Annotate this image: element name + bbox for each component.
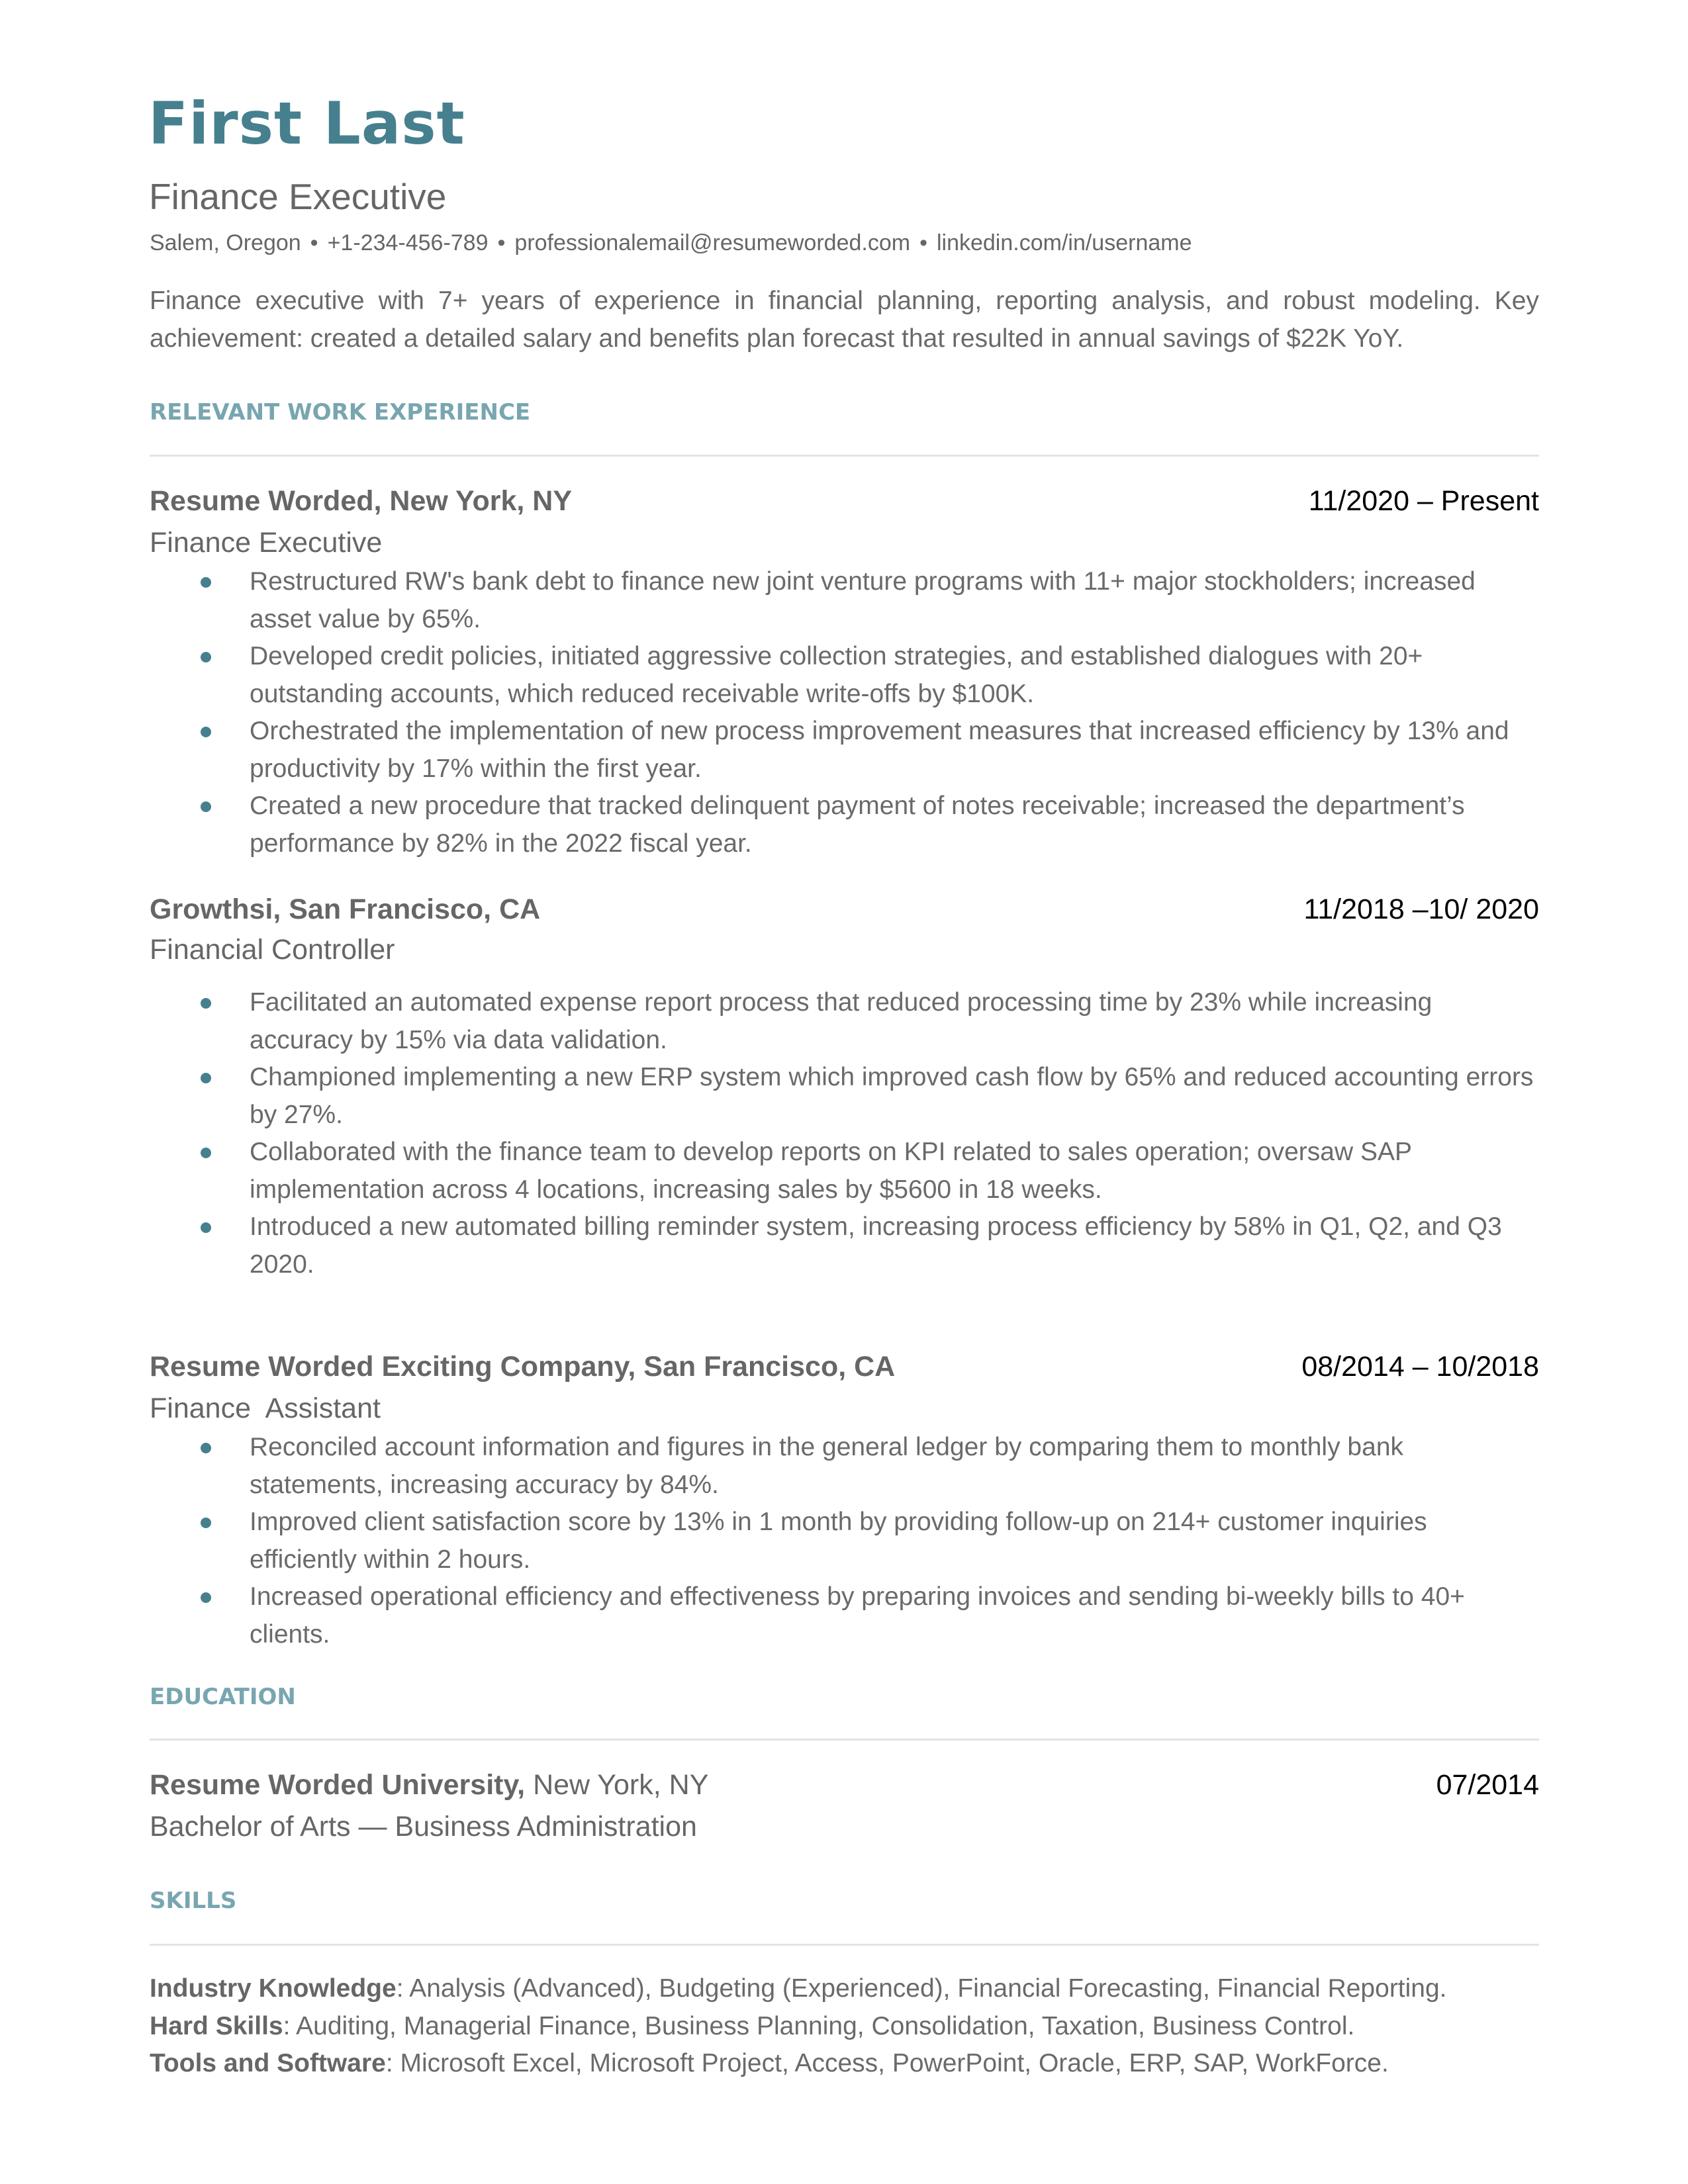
job-dates: 11/2020 – Present: [1308, 485, 1539, 517]
job-company: Resume Worded Exciting Company, San Francisco, CA: [150, 1351, 896, 1383]
candidate-title: Finance Executive: [149, 176, 447, 217]
job-header: [150, 1347, 1539, 1387]
skills-line: [150, 2008, 1539, 2046]
job-header: [150, 481, 1539, 521]
bullet-item: [150, 1504, 1539, 1578]
bullet-dot-icon: [201, 998, 211, 1009]
bullet-item: [150, 1578, 1539, 1653]
separator-dot: •: [919, 230, 927, 255]
skills-line: [150, 2045, 1539, 2083]
summary-paragraph: Finance executive with 7+ years of experience in financial planning, reporting analysis, and robust modeling. Key achievement: created a detailed salary and benefits plan forecast that resulted in annual savings of $22K YoY.: [150, 287, 1539, 353]
bullet-dot-icon: [201, 727, 211, 737]
separator-dot: •: [497, 230, 506, 255]
section-heading-education: EDUCATION: [150, 1684, 296, 1710]
contact-line: [150, 228, 1192, 257]
job-title: Finance Assistant: [150, 1392, 381, 1424]
skills-line: [150, 1970, 1539, 2008]
education-school-line: [150, 1765, 708, 1805]
section-divider: [150, 455, 1539, 457]
bullet-dot-icon: [201, 1222, 211, 1233]
bullet-dot-icon: [201, 1148, 211, 1158]
skills-list: [150, 1970, 1539, 2083]
job-header: [150, 889, 1539, 929]
skills-label: Tools and Software: [150, 2049, 386, 2077]
bullet-text: Reconciled account information and figures in the general ledger by comparing them to monthly bank statements, increasing accuracy by 84%.: [250, 1433, 1404, 1499]
contact-email[interactable]: professionalemail@resumeworded.com: [514, 230, 911, 255]
bullet-text: Improved client satisfaction score by 13% in 1 month by providing follow-up on 214+ customer inquiries efficiently within 2 hours.: [250, 1508, 1427, 1574]
contact-phone[interactable]: +1-234-456-789: [327, 230, 489, 255]
separator-dot: •: [310, 230, 318, 255]
skills-value: : Microsoft Excel, Microsoft Project, Access, PowerPoint, Oracle, ERP, SAP, WorkForce.: [385, 2049, 1389, 2077]
school-location: New York, NY: [525, 1769, 709, 1801]
bullet-text: Restructured RW's bank debt to finance new joint venture programs with 11+ major stockholders; increased asset value by 65%.: [250, 567, 1476, 633]
job-dates: 08/2014 – 10/2018: [1301, 1351, 1539, 1383]
job-company: Resume Worded, New York, NY: [150, 485, 573, 517]
contact-location: Salem, Oregon: [150, 230, 301, 255]
section-heading-skills: SKILLS: [150, 1888, 237, 1914]
bullet-text: Increased operational efficiency and effectiveness by preparing invoices and sending bi-weekly bills to 40+ clients.: [250, 1582, 1465, 1649]
bullet-dot-icon: [201, 1592, 211, 1603]
bullet-item: [150, 713, 1539, 788]
bullet-item: [150, 1208, 1539, 1283]
contact-linkedin[interactable]: linkedin.com/in/username: [936, 230, 1192, 255]
bullet-dot-icon: [201, 801, 211, 812]
job-dates: 11/2018 –10/ 2020: [1303, 893, 1539, 925]
education-header: [150, 1765, 1539, 1805]
bullet-text: Facilitated an automated expense report process that reduced processing time by 23% while increasing accuracy by 15% via data validation.: [250, 988, 1432, 1054]
candidate-name: First Last: [148, 89, 465, 158]
job-bullets: [150, 984, 1539, 1283]
skills-value: : Auditing, Managerial Finance, Business Planning, Consolidation, Taxation, Business Control.: [283, 2011, 1355, 2040]
bullet-text: Collaborated with the finance team to develop reports on KPI related to sales operation; oversaw SAP implementation across 4 locations, increasing sales by $5600 in 18 weeks.: [250, 1138, 1412, 1204]
bullet-text: Created a new procedure that tracked delinquent payment of notes receivable; increased the department’s performance by 82% in the 2022 fiscal year.: [250, 792, 1465, 858]
bullet-text: Developed credit policies, initiated aggressive collection strategies, and established dialogues with 20+ outstanding accounts, which reduced receivable write-offs by $100K.: [250, 642, 1423, 708]
bullet-text: Championed implementing a new ERP system which improved cash flow by 65% and reduced accounting errors by 27%.: [250, 1063, 1534, 1129]
bullet-dot-icon: [201, 1443, 211, 1453]
bullet-item: [150, 984, 1539, 1059]
job-company: Growthsi, San Francisco, CA: [150, 893, 541, 925]
section-divider: [150, 1739, 1539, 1741]
job-bullets: [150, 563, 1539, 862]
school-name: Resume Worded University,: [150, 1769, 526, 1801]
skills-label: Hard Skills: [150, 2011, 283, 2040]
bullet-dot-icon: [201, 1073, 211, 1083]
section-heading-experience: RELEVANT WORK EXPERIENCE: [150, 399, 531, 426]
section-divider: [150, 1944, 1539, 1946]
bullet-item: [150, 788, 1539, 862]
skills-label: Industry Knowledge: [150, 1974, 397, 2003]
bullet-text: Introduced a new automated billing reminder system, increasing process efficiency by 58% in Q1, Q2, and Q3 2020.: [250, 1212, 1502, 1279]
skills-value: : Analysis (Advanced), Budgeting (Experienced), Financial Forecasting, Financial Reporting.: [396, 1974, 1447, 2003]
bullet-item: [150, 1134, 1539, 1208]
bullet-text: Orchestrated the implementation of new process improvement measures that increased efficiency by 13% and productivity by 17% within the first year.: [250, 717, 1509, 783]
job-bullets: [150, 1429, 1539, 1653]
bullet-item: [150, 563, 1539, 638]
bullet-item: [150, 1429, 1539, 1504]
bullet-dot-icon: [201, 577, 211, 588]
bullet-item: [150, 638, 1539, 713]
job-title: Finance Executive: [150, 527, 383, 559]
education-date: 07/2014: [1436, 1769, 1539, 1801]
education-degree: Bachelor of Arts — Business Administration: [150, 1811, 697, 1843]
bullet-dot-icon: [201, 652, 211, 662]
job-title: Financial Controller: [150, 934, 395, 966]
bullet-item: [150, 1059, 1539, 1134]
bullet-dot-icon: [201, 1518, 211, 1528]
